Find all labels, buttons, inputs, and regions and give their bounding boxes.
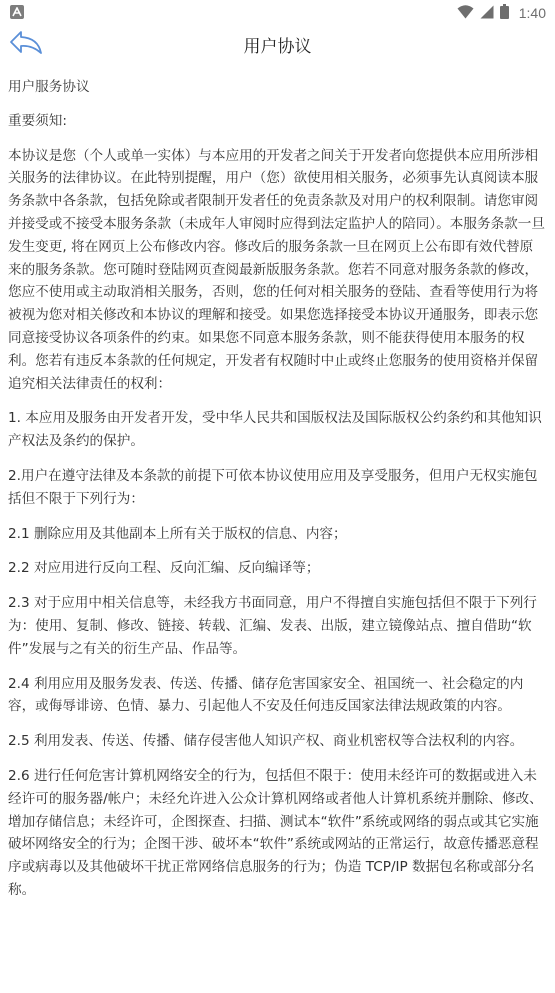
agreement-content [8,76,546,902]
status-bar [0,0,555,26]
status-icons [457,3,546,23]
a-notification-icon [10,5,24,19]
status-time: 1:40 [518,5,546,21]
agreement-heading: 用户服务协议 [8,79,90,95]
agreement-intro: 本协议是您（个人或单一实体）与本应用的开发者之间关于开发者向您提供本应用所涉相关服务的法律协议。在此特别提醒，用户（您）欲使用相关服务，必须事先认真阅读本服务条款中各条款，包括免除或者限制开发者任的免责条款及对用户的权利限制。请您审阅并接受或不接受本服务条款（未成年人审阅时应得到法定监护人的陪同）。本服务条款一旦发生变更, 将在网页上公布修改内容。修改后的服务条款一旦在网页上公布即有效代替原来的服务条款。您可随时登陆网页查阅最新版服务条款。您若不同意对服务条款的修改，您应不使用或主动取消相关服务，否则，您的任何对相关服务的登陆、查看等使用行为将被视为您对相关修改和本协议的理解和接受。如果您选择接受本协议开通服务，即表示您同意接受协议各项条件的约束。如果您不同意本服务条款，则不能获得使用本服务的权利。您若有违反本条款的任何规定，开发者有权随时中止或终止您服务的使用资格并保留追究相关法律责任的权利： [8,147,545,392]
page-title: 用户协议 [243,37,312,57]
clause-2-5: 2.5 利用发表、传送、传播、储存侵害他人知识产权、商业机密权等合法权利的内容。 [8,733,524,750]
notice-title: 重要须知: [8,112,67,129]
clause-2-6: 2.6 进行任何危害计算机网络安全的行为，包括但不限于：使用未经许可的数据或进入未经许可的服务器/帐户；未经允许进入公众计算机网络或者他人计算机系统并删除、修改、增加存储信息；未经许可，企图探查、扫描、测试本“软件”系统或网络的弱点或其它实施破坏网络安全的行为；企图干涉、破坏本“软件”系统或网站的正常运行，故意传播恶意程序或病毒以及其他破坏干扰正常网络信息服务的行为；伪造 TCP/IP 数据包名称或部分名称。 [8,767,543,898]
clause-1: 1. 本应用及服务由开发者开发，受中华人民共和国版权法及国际版权公约条约和其他知识产权法及条约的保护。 [8,410,542,450]
clause-2: 2.用户在遵守法律及本条款的前提下可依本协议使用应用及享受服务，但用户无权实施包括但不限于下列行为： [8,467,538,507]
wifi-icon [457,4,474,23]
clause-2-3: 2.3 对于应用中相关信息等，未经我方书面同意，用户不得擅自实施包括但不限于下列行为：使用、复制、修改、链接、转载、汇编、发表、出版，建立镜像站点、擅自借助“软件”发展与之有关的衍生产品、作品等。 [8,595,537,657]
clause-2-1: 2.1 删除应用及其他副本上所有关于版权的信息、内容； [8,525,347,542]
clause-2-2: 2.2 对应用进行反向工程、反向汇编、反向编译等； [8,560,320,577]
battery-icon [500,4,509,23]
signal-icon [480,4,494,23]
app-header [0,26,555,64]
clause-2-4: 2.4 利用应用及服务发表、传送、传播、储存危害国家安全、祖国统一、社会稳定的内容，或侮辱诽谤、色情、暴力、引起他人不安及任何违反国家法律法规政策的内容。 [8,675,524,715]
